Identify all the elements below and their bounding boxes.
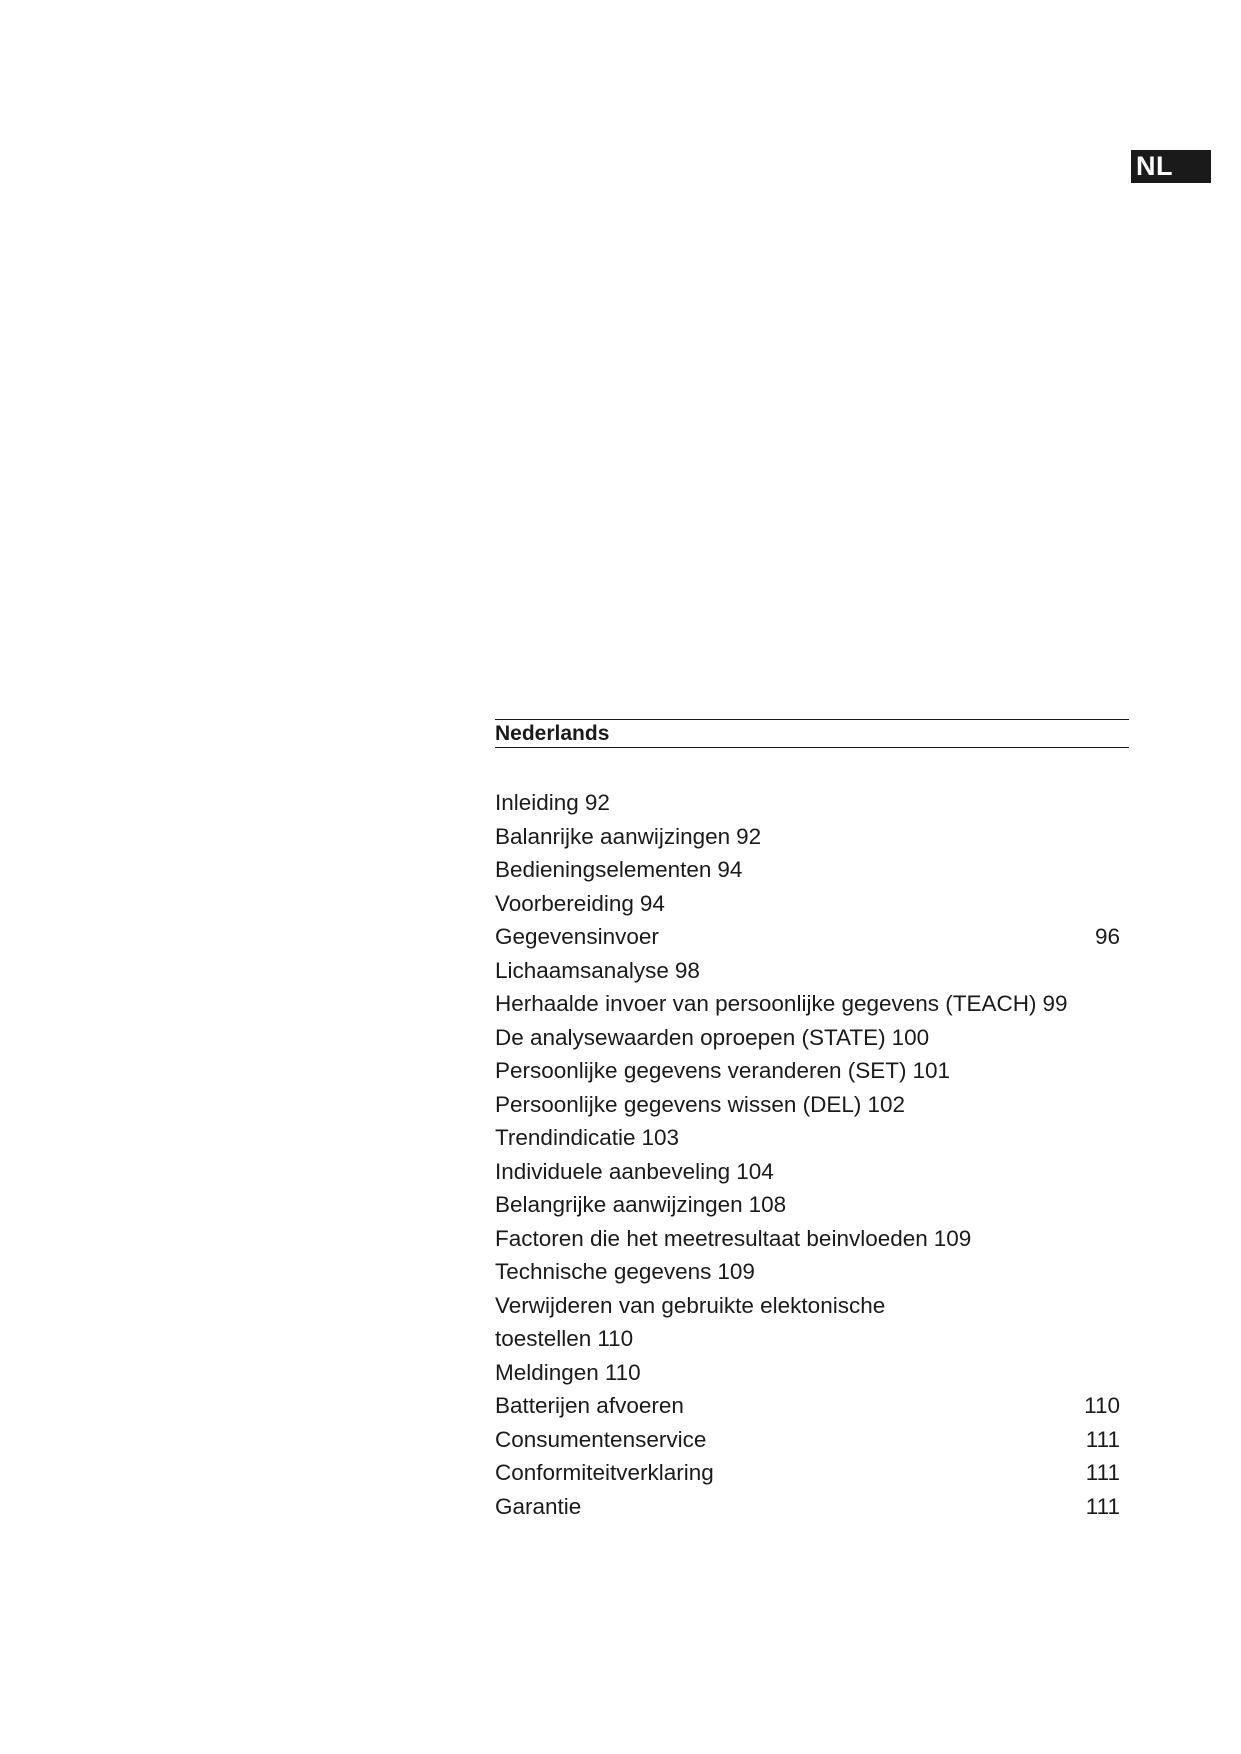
toc-entry[interactable] [495,1356,1129,1390]
toc-entry[interactable] [495,1121,1129,1155]
toc-entry[interactable] [495,1289,1129,1323]
toc-entry[interactable] [495,1021,1129,1055]
toc-entry-page: 94 [717,857,743,882]
toc-entry-text [495,1021,929,1055]
toc-entry-page: 108 [748,1192,787,1217]
toc-entry-label: Trendindicatie [495,1125,636,1150]
toc-entry[interactable] [495,887,1129,921]
toc-entry-label: Persoonlijke gegevens veranderen (SET) [495,1058,907,1083]
toc-entry-text [495,1490,581,1524]
toc-entry-page: 110 [597,1326,634,1351]
toc-entry[interactable] [495,987,1129,1021]
toc-entry[interactable] [495,920,1129,954]
toc-entry-text [495,1155,774,1189]
toc-entry-page: 101 [912,1058,951,1083]
toc-entry-label: Inleiding [495,790,579,815]
toc-entry-text [495,1255,755,1289]
table-of-contents [495,719,1129,1523]
toc-entry-text [495,987,1068,1021]
toc-entry-label: Persoonlijke gegevens wissen (DEL) [495,1091,862,1117]
toc-entry[interactable] [495,1222,1129,1256]
toc-list [495,786,1129,1523]
toc-entry-page: 100 [891,1024,930,1050]
toc-entry[interactable] [495,1188,1129,1222]
toc-entry-page: 96 [1094,924,1120,949]
toc-entry-label: Herhaalde invoer van persoonlijke gegevens (TEACH) [495,991,1037,1016]
toc-entry-page: 98 [674,957,700,983]
toc-entry-page: 111 [1085,1426,1120,1452]
toc-entry-text [495,920,659,954]
toc-entry-text [495,1389,684,1423]
toc-entry[interactable] [495,820,1129,854]
toc-entry-page: 111 [1085,1493,1120,1519]
toc-entry-text [495,954,700,988]
toc-entry-text [495,887,665,921]
toc-entry-label: Individuele aanbeveling [495,1158,731,1184]
toc-entry-label: Factoren die het meetresultaat beinvloeden [495,1225,928,1251]
toc-entry-label: De analysewaarden oproepen (STATE) [495,1024,886,1050]
toc-entry-text [495,1289,885,1323]
toc-entry-text [495,1088,905,1122]
toc-entry[interactable] [495,1088,1129,1122]
toc-entry-label: Lichaamsanalyse [495,957,669,983]
toc-entry-page: 102 [867,1091,905,1117]
toc-entry-text [495,1456,714,1490]
toc-entry-label: toestellen [495,1326,592,1351]
toc-entry[interactable] [495,1456,1129,1490]
toc-entry-page: 94 [639,890,665,916]
toc-entry-text [495,820,761,854]
toc-entry[interactable] [495,1155,1129,1189]
toc-entry-text [495,853,742,887]
toc-entry-label: Batterijen afvoeren [495,1393,684,1418]
toc-entry-label: Voorbereiding [495,890,634,916]
toc-entry[interactable] [495,786,1129,820]
toc-entry-label: Consumentenservice [495,1426,707,1452]
language-tab: NL [1131,150,1211,183]
toc-entry-page: 110 [604,1359,641,1385]
toc-entry-text [495,1423,706,1457]
toc-entry[interactable] [495,1389,1129,1423]
toc-entry-label: Belangrijke aanwijzingen [495,1192,743,1217]
toc-entry-page: 92 [584,790,610,815]
toc-entry-label: Balanrijke aanwijzingen [495,823,731,849]
toc-entry-label: Technische gegevens [495,1259,712,1284]
toc-entry-label: Verwijderen van gebruikte elektonische [495,1292,886,1318]
toc-entry-page: 104 [736,1158,774,1184]
toc-entry-label: Garantie [495,1493,582,1519]
toc-entry-text [495,1054,950,1088]
toc-entry-page: 109 [933,1225,972,1251]
toc-entry[interactable] [495,853,1129,887]
toc-entry[interactable] [495,1490,1129,1524]
toc-entry-text [495,1121,679,1155]
toc-entry-label: Gegevensinvoer [495,924,659,949]
toc-entry-page: 103 [641,1125,680,1150]
toc-title: Nederlands [495,722,610,745]
toc-entry-label: Bedieningselementen [495,857,712,882]
toc-entry-label: Conformiteitverklaring [495,1460,714,1485]
toc-entry[interactable] [495,1322,1129,1356]
toc-entry[interactable] [495,954,1129,988]
toc-entry-page: 92 [736,823,762,849]
toc-entry[interactable] [495,1054,1129,1088]
toc-entry-text [495,786,610,820]
toc-entry-label: Meldingen [495,1359,599,1385]
toc-entry[interactable] [495,1423,1129,1457]
toc-entry-page: 111 [1085,1460,1120,1485]
toc-entry-page: 110 [1084,1393,1120,1418]
toc-entry-page: 109 [717,1259,755,1284]
toc-entry-text [495,1222,971,1256]
toc-header [495,719,1129,748]
toc-entry-text [495,1356,641,1390]
toc-entry-page: 99 [1042,991,1068,1016]
toc-entry-text [495,1322,633,1356]
toc-entry-text [495,1188,786,1222]
toc-entry[interactable] [495,1255,1129,1289]
